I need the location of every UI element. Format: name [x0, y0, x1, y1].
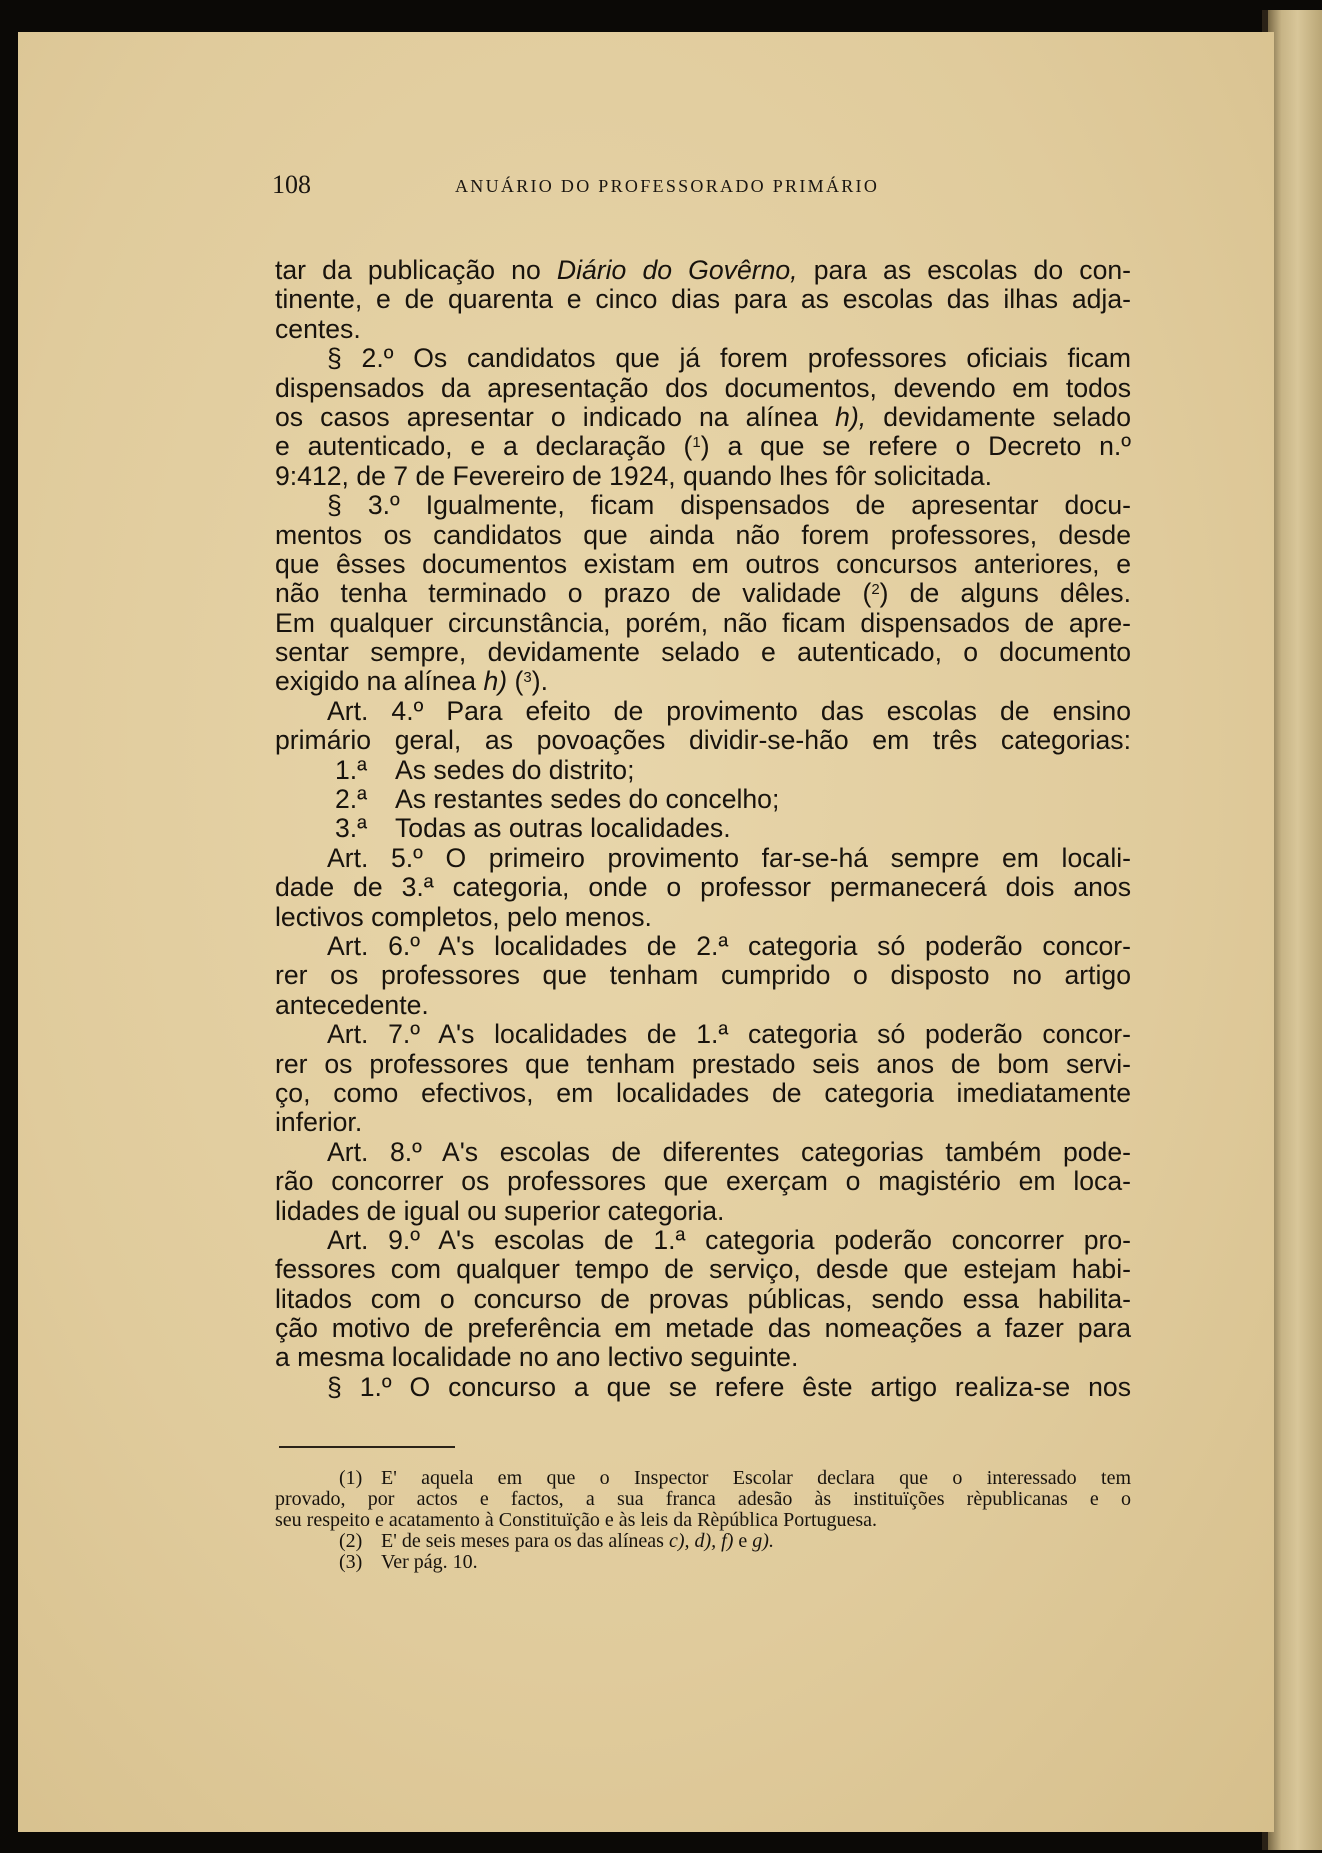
footnote-ref: 2: [871, 581, 880, 599]
text-line: rer os professores que tenham prestado seis anos de bom servi-: [275, 1048, 1131, 1079]
text-line: Em qualquer circunstância, porém, não ficam dispensados de apre-: [275, 607, 1131, 638]
text-line: rer os professores que tenham cumprido o disposto no artigo: [275, 960, 1131, 991]
text-line: tar da publicação no Diário do Govêrno, para as escolas do con-: [275, 255, 1132, 285]
footnote-line: seu respeito e acatamento à Constituïção e às leis da Rèpública Portuguesa.: [275, 1509, 878, 1531]
text-line: a mesma localidade no ano lectivo seguinte.: [275, 1342, 799, 1373]
footnote-ref: 1: [692, 434, 701, 452]
text-line: ção motivo de preferência em metade das nomeações a fazer para: [275, 1313, 1131, 1344]
footnote-marker: (3): [339, 1551, 363, 1573]
footnote-3: (3) Ver pág. 10.: [339, 1551, 478, 1573]
text-line: fessores com qualquer tempo de serviço, desde que estejam habi-: [275, 1254, 1131, 1285]
text-line: rão concorrer os professores que exerçam o magistério em loca-: [275, 1166, 1131, 1197]
list-item: 1.ª As sedes do distrito;: [335, 754, 635, 785]
text-line: ço, como efectivos, em localidades de categoria imediatamente: [275, 1077, 1131, 1108]
text-line: os casos apresentar o indicado na alínea h), devidamente selado: [275, 401, 1132, 432]
book-spine: [1268, 10, 1322, 1850]
paragraph-start: § 1.º O concurso a que se refere êste artigo realiza-se nos: [327, 1371, 1131, 1402]
running-title: ANUÁRIO DO PROFESSORADO PRIMÁRIO: [455, 176, 880, 196]
list-item: 3.ª Todas as outras localidades.: [335, 813, 731, 844]
text-line: tinente, e de quarenta e cinco dias para as escolas das ilhas adja-: [275, 284, 1131, 315]
text-line: 9:412, de 7 de Fevereiro de 1924, quando lhes fôr solicitada.: [275, 460, 993, 491]
text-line: que êsses documentos existam em outros concursos anteriores, e: [275, 548, 1131, 579]
text-line: exigido na alínea h) ($^3$).: [275, 666, 548, 697]
text-line: antecedente.: [275, 989, 429, 1020]
text-line: e autenticado, e a declaração ($^1$) a que se refere o Decreto n.º: [275, 431, 1131, 462]
footnote-marker: (1): [339, 1467, 363, 1489]
text-line: lectivos completos, pelo menos.: [275, 901, 652, 932]
text-line: sentar sempre, devidamente selado e autenticado, o documento: [275, 637, 1131, 668]
text-line: inferior.: [275, 1107, 363, 1138]
footnote-2: (2) E' de seis meses para os das alíneas c), d), f) e g).: [339, 1530, 774, 1552]
list-item: 2.ª As restantes sedes do concelho;: [335, 784, 780, 815]
paragraph-start: § 3.º Igualmente, ficam dispensados de apresentar docu-: [327, 490, 1131, 521]
footnote-line: provado, por actos e factos, a sua franca adesão às instituïções rèpublicanas e o: [275, 1488, 1131, 1510]
page-header: [272, 170, 1132, 204]
article-heading: Art. 7.º A's localidades de 1.ª categoria só poderão concor-: [327, 1019, 1131, 1050]
footnote-marker: (2): [339, 1530, 363, 1552]
text-line: não tenha terminado o prazo de validade ($^2$) de alguns dêles.: [275, 578, 1131, 609]
text-line: dispensados da apresentação dos documentos, devendo em todos: [275, 372, 1131, 403]
footnotes: [275, 1468, 1131, 1573]
footnote-1: (1) E' aquela em que o Inspector Escolar declara que o interessado tem: [339, 1467, 1131, 1489]
text-line: litados com o concurso de provas públicas, sendo essa habilita-: [275, 1283, 1131, 1314]
body-text: [275, 256, 1131, 1402]
text-line: primário geral, as povoações dividir-se-hão em três categorias:: [275, 725, 1131, 756]
article-heading: Art. 4.º Para efeito de provimento das escolas de ensino: [327, 695, 1131, 726]
article-heading: Art. 9.º A's escolas de 1.ª categoria poderão concorrer pro-: [327, 1224, 1131, 1255]
footnote-ref: 3: [523, 669, 532, 687]
paragraph-start: § 2.º Os candidatos que já forem professores oficiais ficam: [327, 343, 1131, 374]
text-line: centes.: [275, 313, 361, 344]
text-line: mentos os candidatos que ainda não forem professores, desde: [275, 519, 1131, 550]
article-heading: Art. 8.º A's escolas de diferentes categorias também pode-: [327, 1136, 1131, 1167]
footnote-divider: [279, 1446, 455, 1448]
page-number: 108: [272, 170, 311, 199]
text-line: dade de 3.ª categoria, onde o professor permanecerá dois anos: [275, 872, 1131, 903]
article-heading: Art. 6.º A's localidades de 2.ª categoria só poderão concor-: [327, 930, 1131, 961]
article-heading: Art. 5.º O primeiro provimento far-se-há sempre em locali-: [327, 842, 1131, 873]
text-line: lidades de igual ou superior categoria.: [275, 1195, 725, 1226]
